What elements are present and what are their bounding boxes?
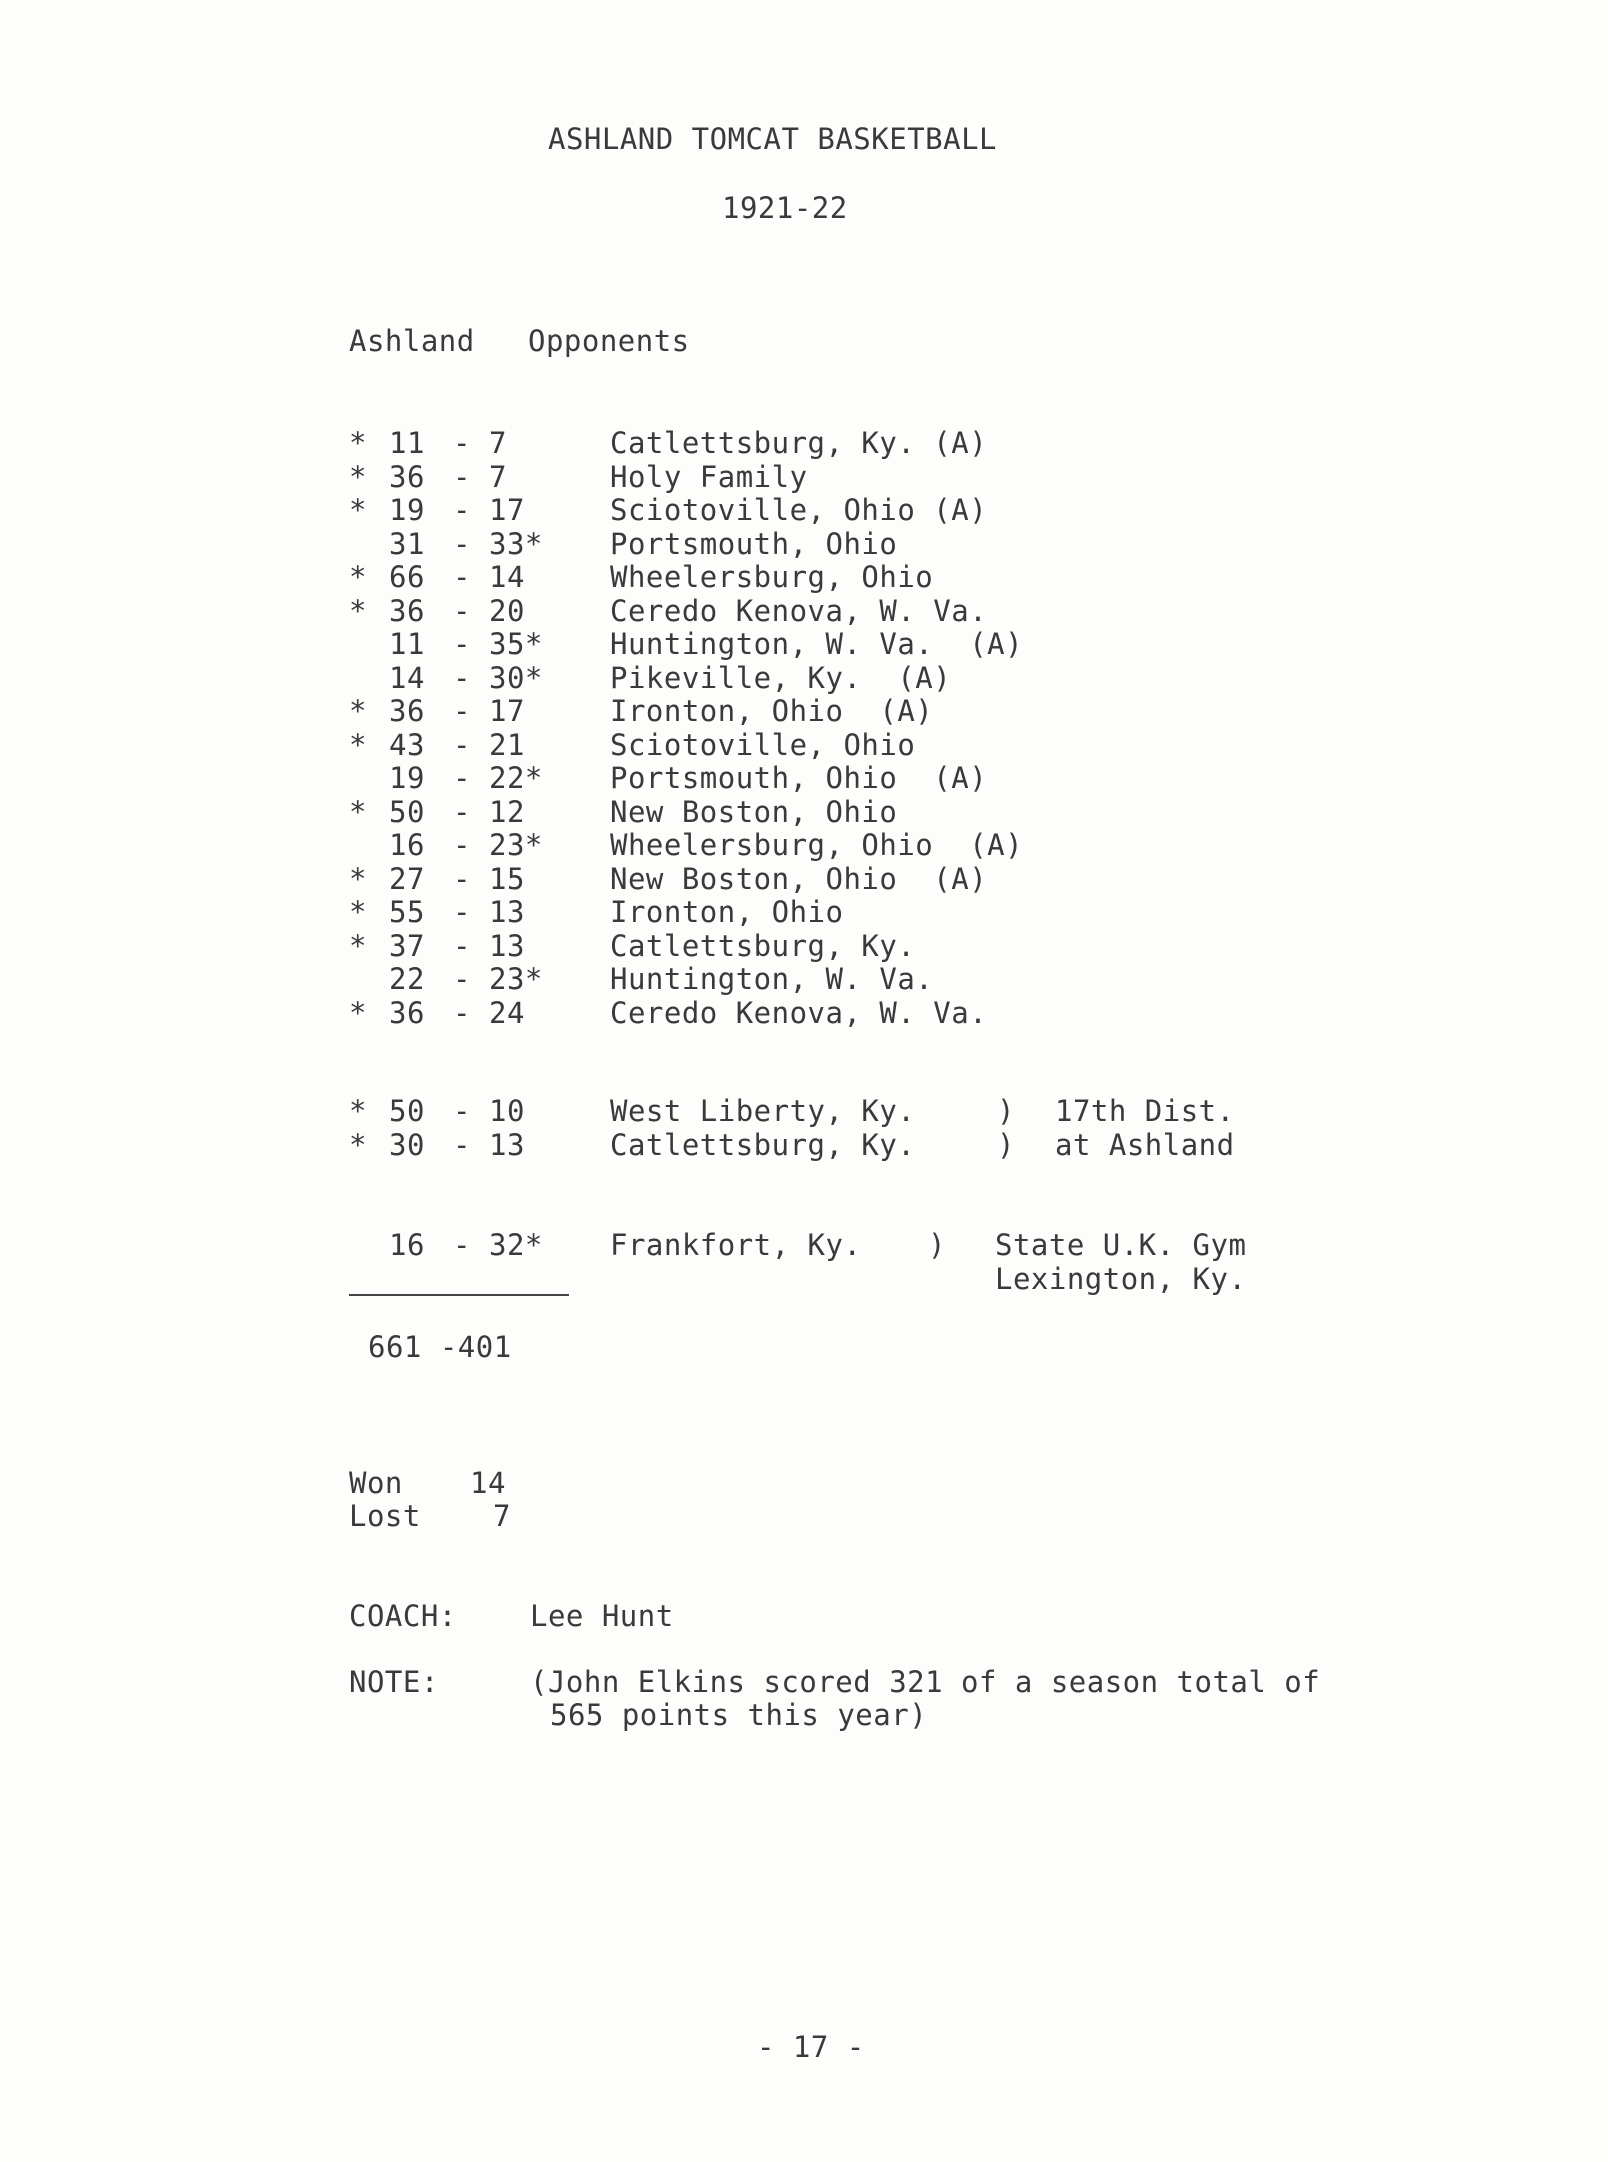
won-label: Won	[349, 1466, 403, 1500]
opponent-name: Huntington, W. Va. (A)	[610, 627, 1024, 661]
season-year: 1921-22	[722, 191, 848, 225]
score-separator: -	[453, 1228, 471, 1262]
opponent-score: 23*	[489, 828, 543, 862]
score-separator: -	[453, 459, 471, 494]
score-separator: -	[453, 962, 471, 996]
win-mark: *	[349, 560, 367, 594]
score-separator: -	[453, 861, 471, 896]
won-count: 14	[470, 1466, 506, 1500]
score-separator: -	[453, 426, 471, 460]
ashland-score: 43	[389, 727, 425, 762]
score-separator: -	[453, 995, 471, 1030]
opponent-name: Catlettsburg, Ky.	[610, 928, 916, 963]
opponent-name: Frankfort, Ky.	[610, 1228, 862, 1262]
lost-count: 7	[493, 1499, 511, 1533]
column-header-opponents: Opponents	[528, 324, 690, 358]
ashland-score: 11	[389, 426, 425, 460]
score-separator: -	[453, 493, 471, 527]
opponent-name: Wheelersburg, Ohio	[610, 560, 934, 594]
tournament-note: 17th Dist.	[1055, 1094, 1235, 1128]
score-separator: -	[453, 627, 471, 661]
bracket: )	[997, 1094, 1015, 1128]
opponent-name: West Liberty, Ky.	[610, 1094, 916, 1128]
tournament-note-location: Lexington, Ky.	[995, 1261, 1247, 1296]
opponent-score: 24	[489, 995, 525, 1030]
opponent-score: 7	[489, 426, 507, 460]
opponent-score: 13	[489, 895, 525, 929]
opponent-score: 22*	[489, 761, 543, 795]
opponent-score: 20	[489, 593, 525, 628]
score-separator: -	[453, 526, 471, 561]
opponent-name: New Boston, Ohio (A)	[610, 861, 988, 896]
lost-label: Lost	[349, 1499, 421, 1533]
score-separator: -	[453, 761, 471, 795]
opponent-name: Sciotoville, Ohio (A)	[610, 493, 988, 527]
win-mark: *	[349, 928, 367, 963]
score-separator: -	[453, 560, 471, 594]
bracket: )	[928, 1228, 946, 1262]
ashland-score: 55	[389, 895, 425, 929]
score-separator: -	[453, 828, 471, 862]
win-mark: *	[349, 727, 367, 762]
opponent-name: Portsmouth, Ohio (A)	[610, 761, 988, 795]
ashland-score: 37	[389, 928, 425, 963]
ashland-score: 16	[389, 828, 425, 862]
opponent-score: 32*	[489, 1228, 543, 1262]
win-mark: *	[349, 995, 367, 1030]
tournament-note: at Ashland	[1055, 1127, 1235, 1162]
note-text-line1: (John Elkins scored 321 of a season total of	[530, 1665, 1321, 1699]
column-header-ashland: Ashland	[349, 324, 475, 358]
opponent-score: 35*	[489, 627, 543, 661]
win-mark: *	[349, 459, 367, 494]
score-separator: -	[453, 794, 471, 829]
score-separator: -	[453, 694, 471, 728]
opponent-name: Ceredo Kenova, W. Va.	[610, 593, 988, 628]
opponent-score: 14	[489, 560, 525, 594]
opponent-score: 21	[489, 727, 525, 762]
score-separator: -	[453, 727, 471, 762]
ashland-score: 14	[389, 660, 425, 695]
opponent-score: 13	[489, 928, 525, 963]
opponent-name: Holy Family	[610, 459, 808, 494]
opponent-name: Ironton, Ohio (A)	[610, 694, 934, 728]
opponent-score: 15	[489, 861, 525, 896]
ashland-score: 30	[389, 1127, 425, 1162]
opponent-score: 13	[489, 1127, 525, 1162]
win-mark: *	[349, 794, 367, 829]
opponent-name: Huntington, W. Va.	[610, 962, 934, 996]
opponent-name: New Boston, Ohio	[610, 794, 898, 829]
ashland-score: 36	[389, 995, 425, 1030]
coach-label: COACH:	[349, 1599, 457, 1633]
note-label: NOTE:	[349, 1665, 439, 1699]
ashland-score: 31	[389, 526, 425, 561]
document-title: ASHLAND TOMCAT BASKETBALL	[548, 122, 997, 156]
opponent-name: Portsmouth, Ohio	[610, 526, 898, 561]
ashland-score: 36	[389, 694, 425, 728]
opponent-score: 33*	[489, 526, 543, 561]
opponent-score: 23*	[489, 962, 543, 996]
opponent-name: Ironton, Ohio	[610, 895, 844, 929]
ashland-score: 50	[389, 1094, 425, 1128]
opponent-name: Catlettsburg, Ky.	[610, 1127, 916, 1162]
ashland-score: 11	[389, 627, 425, 661]
win-mark: *	[349, 694, 367, 728]
ashland-score: 19	[389, 761, 425, 795]
opponent-score: 12	[489, 794, 525, 829]
ashland-score: 66	[389, 560, 425, 594]
opponent-name: Catlettsburg, Ky. (A)	[610, 426, 988, 460]
ashland-score: 36	[389, 593, 425, 628]
win-mark: *	[349, 593, 367, 628]
opponent-score: 17	[489, 493, 525, 527]
tournament-note: State U.K. Gym	[995, 1228, 1247, 1262]
score-separator: -	[453, 593, 471, 628]
score-separator: -	[453, 928, 471, 963]
win-mark: *	[349, 493, 367, 527]
ashland-score: 50	[389, 794, 425, 829]
coach-name: Lee Hunt	[530, 1599, 674, 1633]
note-text-line2: 565 points this year)	[550, 1698, 928, 1732]
opponent-score: 30*	[489, 660, 543, 695]
opponent-score: 17	[489, 694, 525, 728]
win-mark: *	[349, 895, 367, 929]
win-mark: *	[349, 1127, 367, 1162]
score-separator: -	[453, 895, 471, 929]
opponent-name: Ceredo Kenova, W. Va.	[610, 995, 988, 1030]
ashland-score: 27	[389, 861, 425, 896]
win-mark: *	[349, 861, 367, 896]
ashland-score: 22	[389, 962, 425, 996]
ashland-score: 36	[389, 459, 425, 494]
page-number: - 17 -	[757, 2030, 865, 2064]
season-totals: 661 -401	[368, 1330, 512, 1364]
score-separator: -	[453, 1127, 471, 1162]
bracket: )	[997, 1127, 1015, 1162]
ashland-score: 16	[389, 1228, 425, 1262]
score-separator: -	[453, 660, 471, 695]
totals-rule	[349, 1294, 569, 1296]
opponent-name: Sciotoville, Ohio	[610, 727, 916, 762]
opponent-score: 10	[489, 1094, 525, 1128]
opponent-score: 7	[489, 459, 507, 494]
ashland-score: 19	[389, 493, 425, 527]
opponent-name: Pikeville, Ky. (A)	[610, 660, 952, 695]
opponent-name: Wheelersburg, Ohio (A)	[610, 828, 1024, 862]
score-separator: -	[453, 1094, 471, 1128]
win-mark: *	[349, 1094, 367, 1128]
win-mark: *	[349, 426, 367, 460]
